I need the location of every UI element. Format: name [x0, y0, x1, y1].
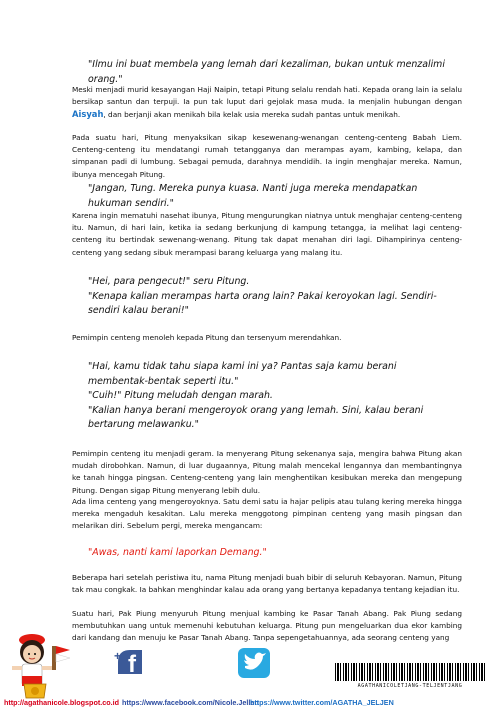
facebook-link[interactable]: https://www.facebook.com/Nicole.Jellen: [122, 698, 259, 707]
twitter-logo-icon[interactable]: [236, 646, 272, 680]
quote-hei-line-1: "Hei, para pengecut!" seru Pitung.: [88, 276, 250, 287]
quote-hai-line-1: "Hai, kamu tidak tahu siapa kami ini ya? Pantas saja kamu berani membentak-bentak seperti itu.": [88, 361, 397, 387]
barcode-text: AGATHANICOLETJANG-TELJENTJANG: [357, 683, 463, 689]
paragraph-8: Suatu hari, Pak Piung menyuruh Pitung menjual kambing ke Pasar Tanah Abang. Pak Piung sedang membutuhkan uang untuk memenuhi kebutuhan keluarga. Pitung pun mengeluarkan dua ekor kambing dari kandang dan menuju ke Pasar Tanah Abang. Tanpa sepengetahuannya, ada seorang centeng yang: [72, 609, 462, 643]
facebook-logo-icon[interactable]: [112, 646, 148, 678]
quote-hei-line-2: "Kenapa kalian merampas harta orang lain? Pakai keroyokan lagi. Sendiri-sendiri kalau berani!": [88, 290, 437, 317]
quote-hei-pengecut: [88, 275, 458, 319]
paragraph-5: Pemimpin centeng itu menjadi geram. Ia menyerang Pitung sekenanya saja, mengira bahwa Pitung akan mudah dirobohkan. Namun, di luar dugaannya, Pitung malah mencekal lengannya dan membantingnya ke tanah hingga pingsan. Centeng-centeng yang lain menghentikan kesibukan mereka dan mengepung Pitung. Dengan sigap Pitung menyerang lebih dulu.: [72, 449, 462, 495]
footer: [0, 610, 500, 708]
quote-hai-line-3: "Kalian hanya berani mengeroyok orang yang lemah. Sini, kalau berani bertarung melawanku.": [88, 404, 424, 431]
quote-awas: "Awas, nanti kami laporkan Demang.": [88, 547, 267, 558]
quote-hai-line-2: "Cuih!" Pitung meludah dengan marah.: [88, 390, 273, 402]
paragraph-1: [72, 84, 462, 122]
name-aisyah: Aisyah: [72, 109, 104, 120]
blog-link[interactable]: http://agathanicole.blogspot.co.id: [4, 698, 119, 707]
paragraph-7: Beberapa hari setelah peristiwa itu, nama Pitung menjadi buah bibir di seluruh Kebayoran. Namun, Pitung tak mau congkak. Ia bahkan menghindar kalau ada orang yang bertanya kepadanya tentang kejadian itu.: [72, 573, 462, 595]
paragraph-6: Ada lima centeng yang mengeroyoknya. Satu demi satu ia hajar pelipis atau tulang kering mereka hingga mereka mengaduh kesakitan. Lalu mereka menggotong pimpinan centeng yang masih pingsan dan melarikan diri. Sebelum pergi, mereka mengancam:: [72, 497, 462, 531]
paragraph-3: Karena ingin mematuhi nasehat ibunya, Pitung mengurungkan niatnya untuk menghajar centeng-centeng itu. Namun, di hari lain, ketika ia sedang berkunjung di kampung tetangga, ia melihat lagi centeng-centeng itu bertindak sewenang-wenang. Pitung tak dapat menahan diri lagi. Dihampirinya centeng-centeng yang sedang sibuk merampasi barang keluarga yang malang itu.: [72, 211, 462, 257]
barcode: [335, 663, 485, 681]
paragraph-2: Pada suatu hari, Pitung menyaksikan sikap kesewenang-wenangan centeng-centeng Babah Liem. Centeng-centeng itu mendatangi rumah tetangganya dan merampas ayam, kambing, kelapa, dan simpanan padi di lumbung. Sebagai pemuda, darahnya mendidih. Ia ingin menghajar mereka. Namun, ibunya mencegah Pitung.: [72, 133, 462, 179]
paragraph-4: Pemimpin centeng menoleh kepada Pitung dan tersenyum merendahkan.: [72, 333, 342, 342]
quote-ilmu: "Ilmu ini buat membela yang lemah dari kezaliman, bukan untuk menzalimi orang.": [88, 59, 445, 85]
svg-text:+: +: [114, 649, 122, 663]
svg-text:f: f: [128, 651, 136, 678]
paragraph-1-start: Meski menjadi murid kesayangan Haji Naipin, tetapi Pitung selalu rendah hati. Kepada orang lain ia selalu bersikap santun dan terpuji. Ia pun tak luput dari gejolak masa muda. Ia menjalin hubungan dengan: [72, 85, 462, 107]
quote-jangan-tung: "Jangan, Tung. Mereka punya kuasa. Nanti juga mereka mendapatkan hukuman sendiri.": [88, 183, 418, 209]
paragraph-1-end: , dan berjanji akan menikah bila kelak usia mereka sudah pantas untuk menikah.: [103, 110, 401, 120]
quote-hai-kamu: [88, 360, 458, 433]
twitter-link[interactable]: https://www.twitter.com/AGATHA_JELJEN: [250, 698, 394, 707]
